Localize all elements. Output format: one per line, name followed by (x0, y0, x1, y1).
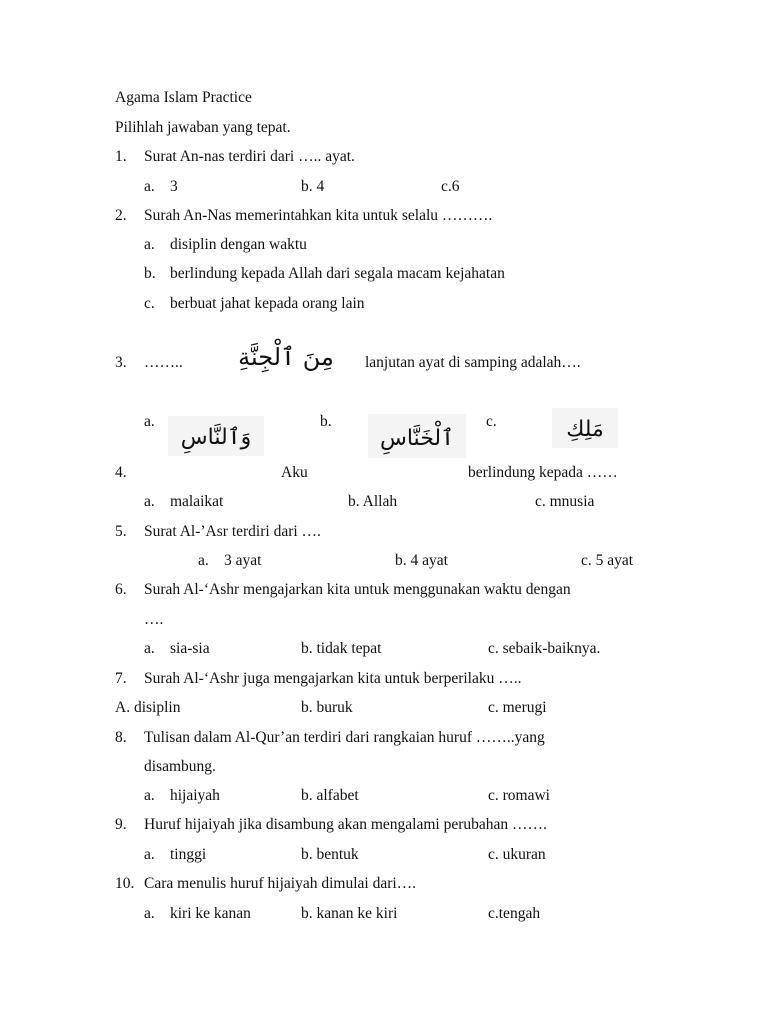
question-text: berlindung kepada …… (468, 464, 618, 481)
question-text-continued: …. (144, 611, 164, 628)
option-letter: a. (144, 905, 155, 922)
option-letter: a. (144, 178, 155, 195)
question-number: 4. (115, 464, 127, 481)
option-letter: a. (144, 236, 155, 253)
question-number: 3. (115, 354, 127, 371)
option-text: disiplin dengan waktu (170, 236, 307, 253)
question-number: 8. (115, 729, 127, 746)
option-text: 3 (170, 178, 178, 195)
page-title: Agama Islam Practice (115, 89, 252, 106)
option-text: 3 ayat (224, 552, 262, 569)
option-letter: c. (486, 413, 497, 430)
option-text: kiri ke kanan (170, 905, 251, 922)
svg-text:مَلِكِ: مَلِكِ (566, 417, 604, 442)
option-letter: a. (144, 846, 155, 863)
option-text: c. ukuran (488, 846, 546, 863)
option-letter: a. (198, 552, 209, 569)
question-number: 6. (115, 581, 127, 598)
question-text: Tulisan dalam Al-Qur’an terdiri dari rangkaian huruf ……..yang (144, 729, 545, 746)
question-number: 10. (115, 875, 135, 892)
svg-text:مِنَ ٱلْجِنَّةِ: مِنَ ٱلْجِنَّةِ (238, 343, 334, 371)
option-text: b. kanan ke kiri (301, 905, 398, 922)
question-text: Huruf hijaiyah jika disambung akan mengalami perubahan ……. (144, 816, 547, 833)
option-text: c.6 (441, 178, 460, 195)
option-text: sia-sia (170, 640, 210, 657)
svg-text:وَٱلنَّاسِ: وَٱلنَّاسِ (180, 425, 252, 450)
question-text: lanjutan ayat di samping adalah…. (365, 354, 581, 371)
arabic-verse-image (238, 333, 334, 377)
option-text: malaikat (170, 493, 224, 510)
option-letter: b. (144, 265, 156, 282)
question-number: 2. (115, 207, 127, 224)
option-text: berbuat jahat kepada orang lain (170, 295, 365, 312)
option-text: b. buruk (301, 699, 353, 716)
question-number: 5. (115, 523, 127, 540)
question-text: Surat An-nas terdiri dari ….. ayat. (144, 148, 355, 165)
question-dots: …….. (144, 354, 183, 371)
instruction: Pilihlah jawaban yang tepat. (115, 119, 291, 136)
question-text: Aku (281, 464, 308, 481)
question-text: Surah An-Nas memerintahkan kita untuk selalu ………. (144, 207, 493, 224)
question-text-continued: disambung. (144, 758, 216, 775)
question-number: 9. (115, 816, 127, 833)
option-text: b. tidak tepat (301, 640, 382, 657)
question-number: 7. (115, 670, 127, 687)
option-text: c. romawi (488, 787, 550, 804)
option-text: hijaiyah (170, 787, 220, 804)
option-text: tinggi (170, 846, 207, 863)
option-text: c. merugi (488, 699, 547, 716)
option-letter: a. (144, 787, 155, 804)
option-letter: a. (144, 493, 155, 510)
option-text: A. disiplin (115, 699, 181, 716)
question-text: Cara menulis huruf hijaiyah dimulai dari…. (144, 875, 417, 892)
option-text: b. Allah (348, 493, 398, 510)
question-text: Surah Al-‘Ashr mengajarkan kita untuk menggunakan waktu dengan (144, 581, 571, 598)
option-text: c. 5 ayat (581, 552, 634, 569)
arabic-option-image (168, 416, 264, 456)
option-text: b. 4 (301, 178, 325, 195)
svg-text:ٱلْخَنَّاسِ: ٱلْخَنَّاسِ (380, 426, 454, 451)
arabic-option-image (552, 408, 618, 448)
option-text: c.tengah (488, 905, 541, 922)
arabic-option-image (368, 414, 466, 458)
option-text: c. mnusia (535, 493, 595, 510)
option-text: b. alfabet (301, 787, 359, 804)
question-number: 1. (115, 148, 127, 165)
option-letter: c. (144, 295, 155, 312)
option-letter: a. (144, 413, 155, 430)
option-text: b. bentuk (301, 846, 359, 863)
option-text: b. 4 ayat (395, 552, 448, 569)
option-letter: a. (144, 640, 155, 657)
option-letter: b. (320, 413, 332, 430)
option-text: berlindung kepada Allah dari segala macam kejahatan (170, 265, 505, 282)
question-text: Surah Al-‘Ashr juga mengajarkan kita untuk berperilaku ….. (144, 670, 522, 687)
option-text: c. sebaik-baiknya. (488, 640, 601, 657)
question-text: Surat Al-’Asr terdiri dari …. (144, 523, 321, 540)
